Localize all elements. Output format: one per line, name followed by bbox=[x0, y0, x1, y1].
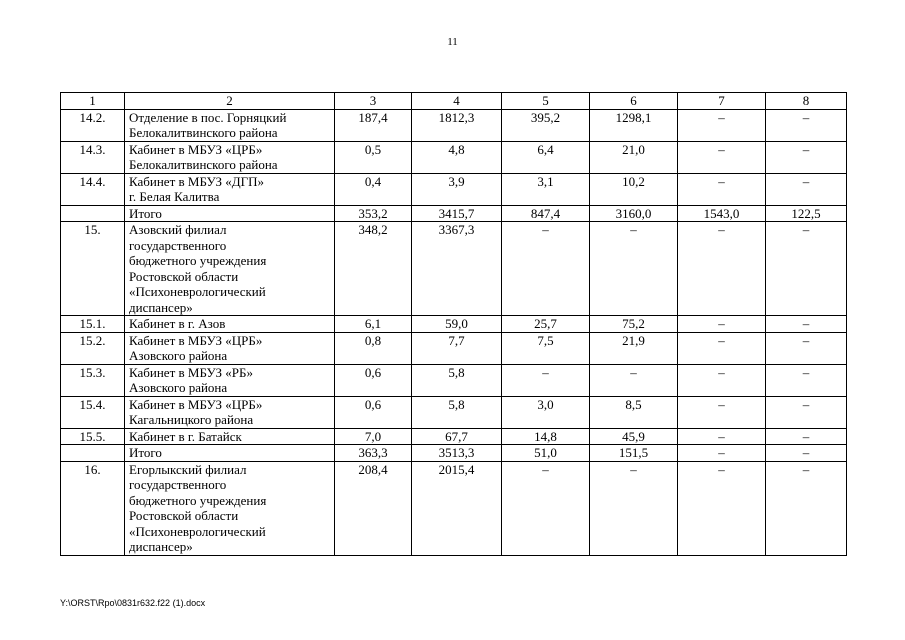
value-col-7: – bbox=[678, 222, 766, 316]
table-row bbox=[61, 222, 847, 316]
value-col-8: – bbox=[766, 428, 847, 445]
value-col-6: 1298,1 bbox=[590, 109, 678, 141]
value-col-8: – bbox=[766, 316, 847, 333]
value-col-4: 3415,7 bbox=[412, 205, 502, 222]
table-row bbox=[61, 141, 847, 173]
value-col-4: 5,8 bbox=[412, 364, 502, 396]
value-col-7: – bbox=[678, 316, 766, 333]
value-col-8: – bbox=[766, 332, 847, 364]
value-col-8: – bbox=[766, 461, 847, 555]
column-number-header: 2 bbox=[125, 93, 335, 110]
value-col-7: – bbox=[678, 461, 766, 555]
value-col-5: 6,4 bbox=[502, 141, 590, 173]
value-col-6: 10,2 bbox=[590, 173, 678, 205]
table-row bbox=[61, 461, 847, 555]
value-col-3: 0,8 bbox=[335, 332, 412, 364]
facility-name: Итого bbox=[125, 445, 335, 462]
table-row bbox=[61, 109, 847, 141]
value-col-3: 208,4 bbox=[335, 461, 412, 555]
row-number: 15.1. bbox=[61, 316, 125, 333]
row-number bbox=[61, 205, 125, 222]
value-col-5: 395,2 bbox=[502, 109, 590, 141]
value-col-4: 3,9 bbox=[412, 173, 502, 205]
column-number-header: 5 bbox=[502, 93, 590, 110]
value-col-5: – bbox=[502, 364, 590, 396]
facility-name: Кабинет в МБУЗ «РБ» Азовского района bbox=[125, 364, 335, 396]
value-col-7: – bbox=[678, 428, 766, 445]
value-col-6: – bbox=[590, 461, 678, 555]
value-col-4: 5,8 bbox=[412, 396, 502, 428]
value-col-7: – bbox=[678, 141, 766, 173]
facility-name: Отделение в пос. Горняцкий Белокалитвинского района bbox=[125, 109, 335, 141]
column-number-header: 6 bbox=[590, 93, 678, 110]
facility-name: Кабинет в МБУЗ «ЦРБ» Кагальницкого района bbox=[125, 396, 335, 428]
value-col-4: 4,8 bbox=[412, 141, 502, 173]
value-col-4: 3367,3 bbox=[412, 222, 502, 316]
file-path-footer: Y:\ORST\Rpo\0831r632.f22 (1).docx bbox=[60, 598, 206, 608]
value-col-3: 0,6 bbox=[335, 396, 412, 428]
value-col-4: 1812,3 bbox=[412, 109, 502, 141]
facility-name: Егорлыкский филиал государственного бюджетного учреждения Ростовской области «Психоневрологический диспансер» bbox=[125, 461, 335, 555]
row-number bbox=[61, 445, 125, 462]
table-row bbox=[61, 332, 847, 364]
value-col-4: 59,0 bbox=[412, 316, 502, 333]
table-row bbox=[61, 445, 847, 462]
value-col-8: – bbox=[766, 445, 847, 462]
table-row bbox=[61, 396, 847, 428]
facility-name: Кабинет в г. Азов bbox=[125, 316, 335, 333]
value-col-6: 8,5 bbox=[590, 396, 678, 428]
value-col-5: 3,1 bbox=[502, 173, 590, 205]
value-col-3: 0,6 bbox=[335, 364, 412, 396]
value-col-3: 7,0 bbox=[335, 428, 412, 445]
value-col-3: 187,4 bbox=[335, 109, 412, 141]
facility-name: Кабинет в г. Батайск bbox=[125, 428, 335, 445]
row-number: 14.3. bbox=[61, 141, 125, 173]
value-col-3: 0,4 bbox=[335, 173, 412, 205]
row-number: 15.2. bbox=[61, 332, 125, 364]
value-col-8: 122,5 bbox=[766, 205, 847, 222]
value-col-8: – bbox=[766, 173, 847, 205]
table-row bbox=[61, 364, 847, 396]
facility-name: Итого bbox=[125, 205, 335, 222]
value-col-4: 3513,3 bbox=[412, 445, 502, 462]
table-row bbox=[61, 205, 847, 222]
value-col-5: – bbox=[502, 461, 590, 555]
value-col-5: 847,4 bbox=[502, 205, 590, 222]
value-col-7: – bbox=[678, 173, 766, 205]
row-number: 16. bbox=[61, 461, 125, 555]
data-table bbox=[60, 92, 847, 556]
facility-name: Кабинет в МБУЗ «ЦРБ» Белокалитвинского района bbox=[125, 141, 335, 173]
value-col-6: 21,9 bbox=[590, 332, 678, 364]
value-col-5: 51,0 bbox=[502, 445, 590, 462]
value-col-5: 25,7 bbox=[502, 316, 590, 333]
row-number: 15.5. bbox=[61, 428, 125, 445]
value-col-3: 348,2 bbox=[335, 222, 412, 316]
facility-name: Кабинет в МБУЗ «ДГП» г. Белая Калитва bbox=[125, 173, 335, 205]
value-col-6: 151,5 bbox=[590, 445, 678, 462]
value-col-7: – bbox=[678, 364, 766, 396]
value-col-5: 7,5 bbox=[502, 332, 590, 364]
value-col-7: – bbox=[678, 332, 766, 364]
value-col-7: 1543,0 bbox=[678, 205, 766, 222]
value-col-4: 67,7 bbox=[412, 428, 502, 445]
value-col-6: – bbox=[590, 364, 678, 396]
value-col-6: 45,9 bbox=[590, 428, 678, 445]
value-col-6: – bbox=[590, 222, 678, 316]
value-col-8: – bbox=[766, 364, 847, 396]
column-number-header: 4 bbox=[412, 93, 502, 110]
value-col-3: 0,5 bbox=[335, 141, 412, 173]
value-col-7: – bbox=[678, 109, 766, 141]
value-col-5: – bbox=[502, 222, 590, 316]
column-number-header: 8 bbox=[766, 93, 847, 110]
value-col-6: 3160,0 bbox=[590, 205, 678, 222]
value-col-8: – bbox=[766, 109, 847, 141]
column-number-header: 7 bbox=[678, 93, 766, 110]
value-col-8: – bbox=[766, 222, 847, 316]
column-number-header: 3 bbox=[335, 93, 412, 110]
row-number: 15.3. bbox=[61, 364, 125, 396]
value-col-4: 2015,4 bbox=[412, 461, 502, 555]
row-number: 15.4. bbox=[61, 396, 125, 428]
value-col-3: 6,1 bbox=[335, 316, 412, 333]
value-col-7: – bbox=[678, 396, 766, 428]
header-row bbox=[61, 93, 847, 110]
row-number: 15. bbox=[61, 222, 125, 316]
facility-name: Кабинет в МБУЗ «ЦРБ» Азовского района bbox=[125, 332, 335, 364]
value-col-6: 75,2 bbox=[590, 316, 678, 333]
table-row bbox=[61, 316, 847, 333]
value-col-8: – bbox=[766, 396, 847, 428]
facility-name: Азовский филиал государственного бюджетного учреждения Ростовской области «Психоневрологический диспансер» bbox=[125, 222, 335, 316]
value-col-5: 14,8 bbox=[502, 428, 590, 445]
row-number: 14.2. bbox=[61, 109, 125, 141]
value-col-3: 363,3 bbox=[335, 445, 412, 462]
value-col-3: 353,2 bbox=[335, 205, 412, 222]
value-col-8: – bbox=[766, 141, 847, 173]
table-row bbox=[61, 428, 847, 445]
table-row bbox=[61, 173, 847, 205]
value-col-6: 21,0 bbox=[590, 141, 678, 173]
page-number: 11 bbox=[447, 36, 458, 48]
column-number-header: 1 bbox=[61, 93, 125, 110]
value-col-4: 7,7 bbox=[412, 332, 502, 364]
row-number: 14.4. bbox=[61, 173, 125, 205]
value-col-5: 3,0 bbox=[502, 396, 590, 428]
value-col-7: – bbox=[678, 445, 766, 462]
